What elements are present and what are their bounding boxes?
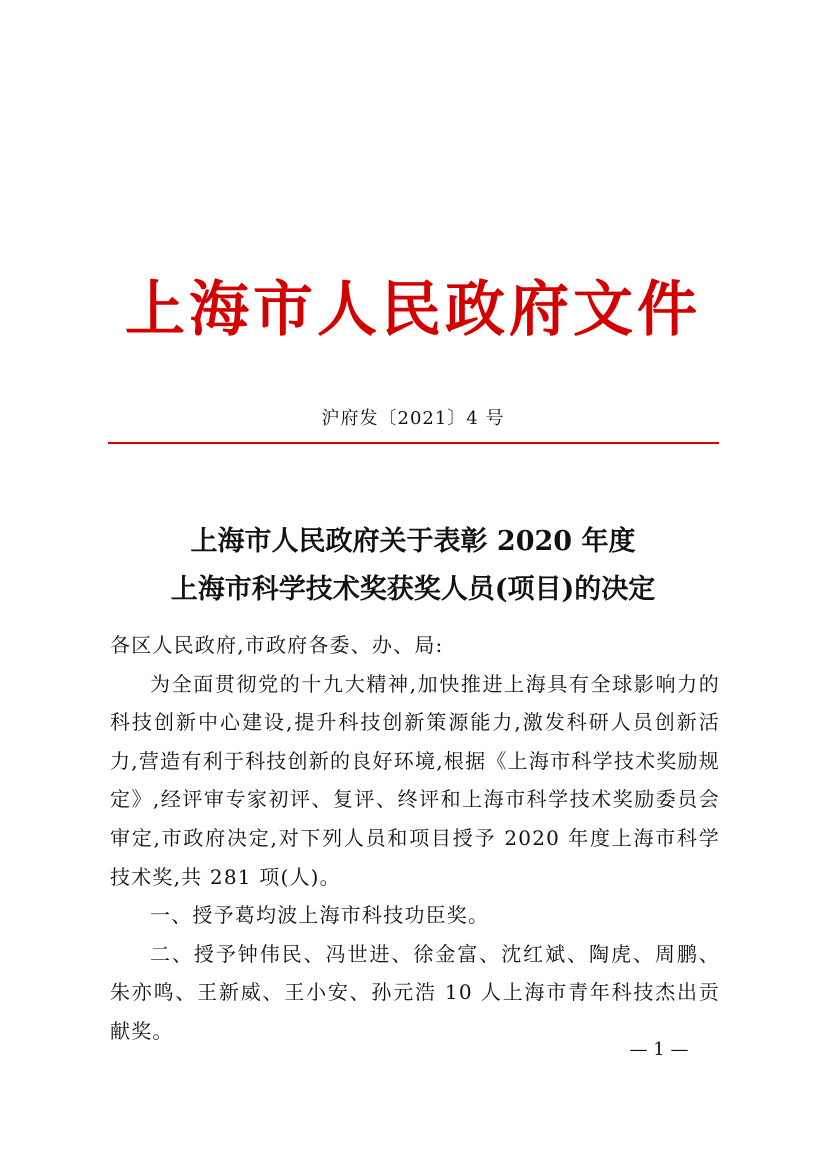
red-divider-line bbox=[108, 442, 719, 444]
document-body bbox=[110, 626, 720, 1051]
page-number: — 1 — bbox=[629, 1039, 689, 1060]
body-paragraph-item-1: 一、授予葛均波上海市科技功臣奖。 bbox=[150, 903, 490, 928]
title-line-1: 上海市人民政府关于表彰 2020 年度 bbox=[190, 526, 636, 557]
salutation: 各区人民政府,市政府各委、办、局: bbox=[110, 633, 444, 657]
document-number: 沪府发〔2021〕4 号 bbox=[321, 408, 505, 429]
body-paragraph-intro: 为全面贯彻党的十九大精神,加快推进上海具有全球影响力的科技创新中心建设,提升科技创新策源能力,激发科研人员创新活力,营造有利于科技创新的良好环境,根据《上海市科学技术奖励规定》,经评审专家初评、复评、终评和上海市科学技术奖励委员会审定,市政府决定,对下列人员和项目授予 2020 年度上海市科学技术奖,共 281 项(人)。 bbox=[110, 671, 720, 889]
title-line-2: 上海市科学技术奖获奖人员(项目)的决定 bbox=[170, 574, 656, 605]
document-title bbox=[0, 518, 826, 614]
body-paragraph-item-2: 二、授予钟伟民、冯世进、徐金富、沈红斌、陶虎、周鹏、朱亦鸣、王新威、王小安、孙元浩 10 人上海市青年科技杰出贡献奖。 bbox=[110, 941, 720, 1043]
document-masthead: 上海市人民政府文件 bbox=[125, 275, 701, 345]
